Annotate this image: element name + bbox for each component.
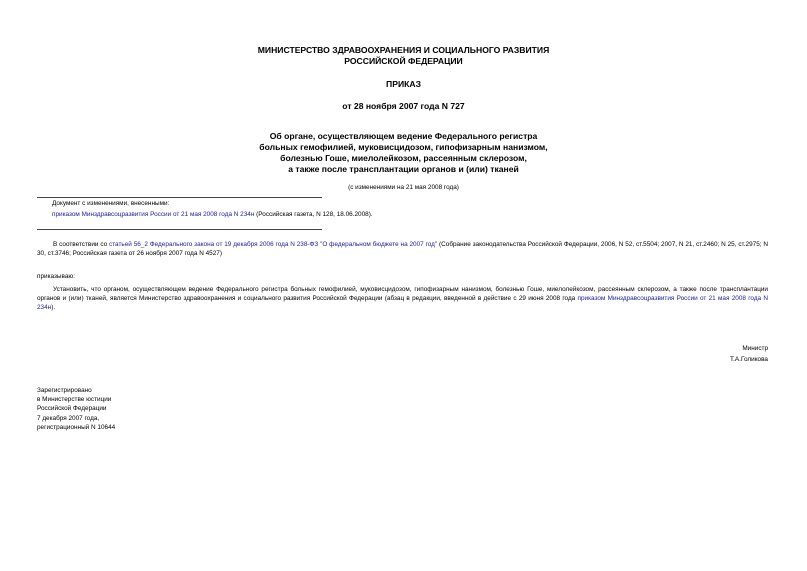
registration-block — [37, 386, 115, 432]
signature-name: Т.А.Голикова — [729, 355, 768, 363]
basis-paragraph — [37, 240, 768, 258]
doc-type: ПРИКАЗ — [386, 79, 421, 89]
title-line-2: больных гемофилией, муковисцидозом, гипофизарным нанизмом, — [259, 142, 548, 152]
registration-line-1: Зарегистрировано — [37, 387, 92, 394]
order-tail: ). — [51, 304, 56, 312]
signature-position: Министр — [742, 345, 768, 352]
order-paragraph — [37, 285, 768, 313]
divider-bottom — [37, 229, 322, 230]
doc-date-number: от 28 ноября 2007 года N 727 — [342, 101, 465, 111]
basis-rest: (Собрание законодательства Российской Федерации, 2006, N 52, ст.5504; 2007, N 21, ст.2460; N 25, ст.2975; N 30, ст.3746; Российская газета от 26 ноября 2007 года N 4527) — [37, 241, 768, 258]
basis-prefix: В соответствии со — [53, 241, 109, 248]
order-word: приказываю: — [37, 273, 75, 280]
amendment-note: (с изменениями на 21 мая 2008 года) — [348, 184, 459, 191]
amendment-order-link-2[interactable]: приказом Минздравсоцразвития России от 21 мая 2008 года N 234н — [37, 295, 768, 312]
signature-block — [730, 345, 768, 364]
federal-law-link[interactable]: статьей 56_2 Федерального закона от 19 декабря 2006 года N 238-ФЗ "О федеральном бюджете на 2007 год" — [109, 241, 438, 248]
registration-line-5: регистрационный N 10644 — [37, 423, 116, 431]
changes-intro: Документ с изменениями, внесенными: — [52, 200, 170, 207]
doc-title — [0, 131, 807, 175]
changes-tail: (Российская газета, N 128, 18.06.2008). — [254, 211, 373, 218]
ministry-line-2: РОССИЙСКОЙ ФЕДЕРАЦИИ — [344, 56, 463, 66]
title-line-3: болезнью Гоше, миелолейкозом, рассеянным склерозом, — [280, 153, 527, 163]
ministry-line-1: МИНИСТЕРСТВО ЗДРАВООХРАНЕНИЯ И СОЦИАЛЬНОГО РАЗВИТИЯ — [257, 45, 550, 55]
divider-top — [37, 197, 322, 198]
changes-reference — [52, 211, 373, 220]
ministry-heading — [0, 45, 807, 67]
registration-line-4: 7 декабря 2007 года, — [37, 414, 100, 422]
title-line-1: Об органе, осуществляющем ведение Федерального регистра — [269, 131, 538, 141]
registration-line-2: в Министерстве юстиции — [37, 396, 112, 404]
registration-line-3: Российской Федерации — [37, 405, 107, 413]
amendment-order-link[interactable]: приказом Минздравсоцразвития России от 21 мая 2008 года N 234н — [52, 211, 255, 218]
title-line-4: а также после трансплантации органов и (или) тканей — [288, 164, 519, 174]
order-main: Установить, что органом, осуществляющем ведение Федерального регистра больных гемофилией, муковисцидозом, гипофизарным нанизмом, болезнью Гоше, миелолейкозом, рассеянным склерозом, а также после трансплантации органов и (или) тканей, является Министерство здравоохранения и социального развития Российской Федерации (абзац в редакции, введенной в действие с 29 июня 2008 года — [37, 286, 768, 303]
